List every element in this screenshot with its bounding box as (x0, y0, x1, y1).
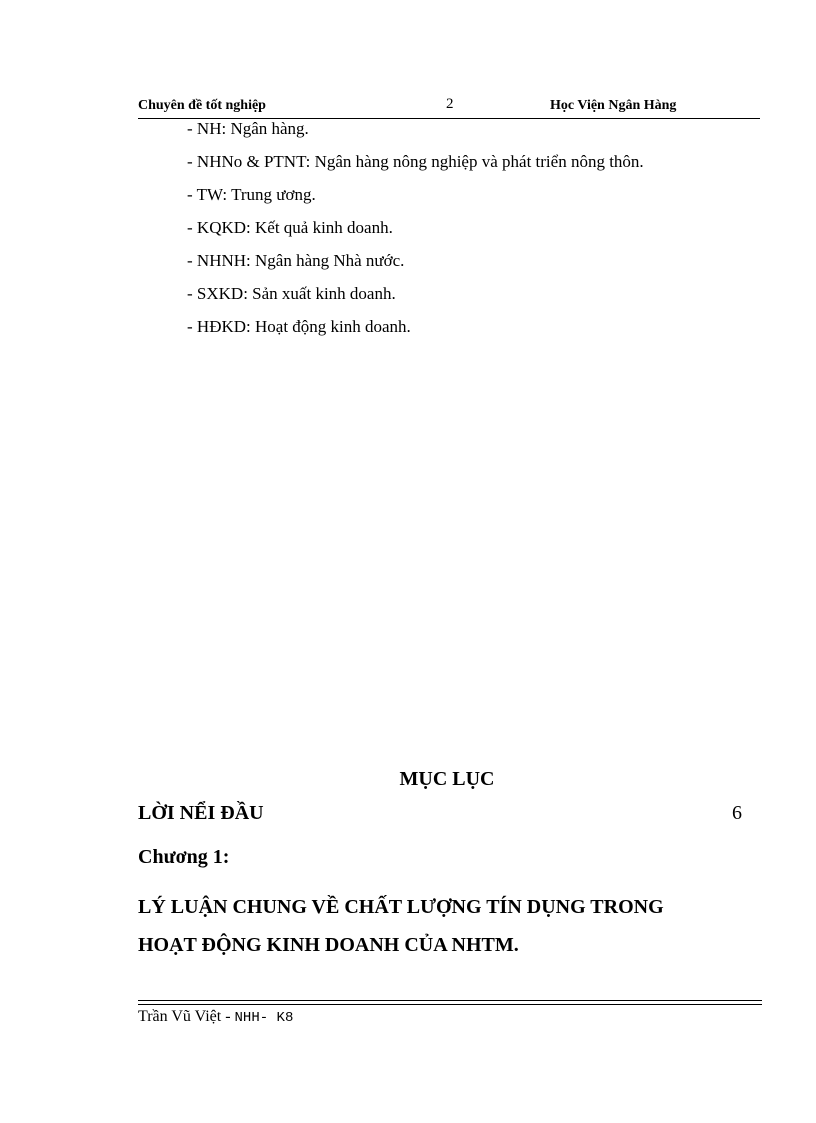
toc-chapter-title (138, 888, 738, 964)
abbreviation-item: - NH: Ngân hàng. (187, 119, 309, 138)
toc-entry-page-number: 6 (732, 802, 742, 824)
abbreviation-item: - KQKD: Kết quả kinh doanh. (187, 218, 393, 237)
abbreviation-item: - HĐKD: Hoạt động kinh doanh. (187, 317, 411, 336)
footer-author: Trần Vũ Việt - (138, 1008, 235, 1025)
header-page-number: 2 (446, 96, 454, 112)
toc-chapter-title-line: LÝ LUẬN CHUNG VỀ CHẤT LƯỢNG TÍN DỤNG TRONG (138, 896, 664, 918)
toc-entry-preface (138, 802, 742, 825)
abbreviation-list (187, 118, 644, 349)
footer-divider (138, 1000, 762, 1005)
toc-title: MỤC LỤC (399, 768, 495, 790)
toc-entry-label: LỜI NỂI ĐẦU (138, 802, 264, 824)
page-footer (138, 1008, 293, 1026)
header-document-type: Chuyên đề tốt nghiệp (138, 98, 266, 113)
page-header (138, 96, 760, 119)
abbreviation-item: - NHNo & PTNT: Ngân hàng nông nghiệp và phát triển nông thôn. (187, 152, 644, 171)
abbreviation-item: - SXKD: Sản xuất kinh doanh. (187, 284, 396, 303)
footer-class-code: NHH- K8 (234, 1010, 294, 1026)
toc-chapter-label: Chương 1: (138, 846, 230, 868)
abbreviation-item: - NHNH: Ngân hàng Nhà nước. (187, 251, 405, 270)
header-institution: Học Viện Ngân Hàng (550, 98, 677, 113)
toc-chapter-title-line: HOẠT ĐỘNG KINH DOANH CỦA NHTM. (138, 934, 519, 956)
abbreviation-item: - TW: Trung ương. (187, 185, 316, 204)
